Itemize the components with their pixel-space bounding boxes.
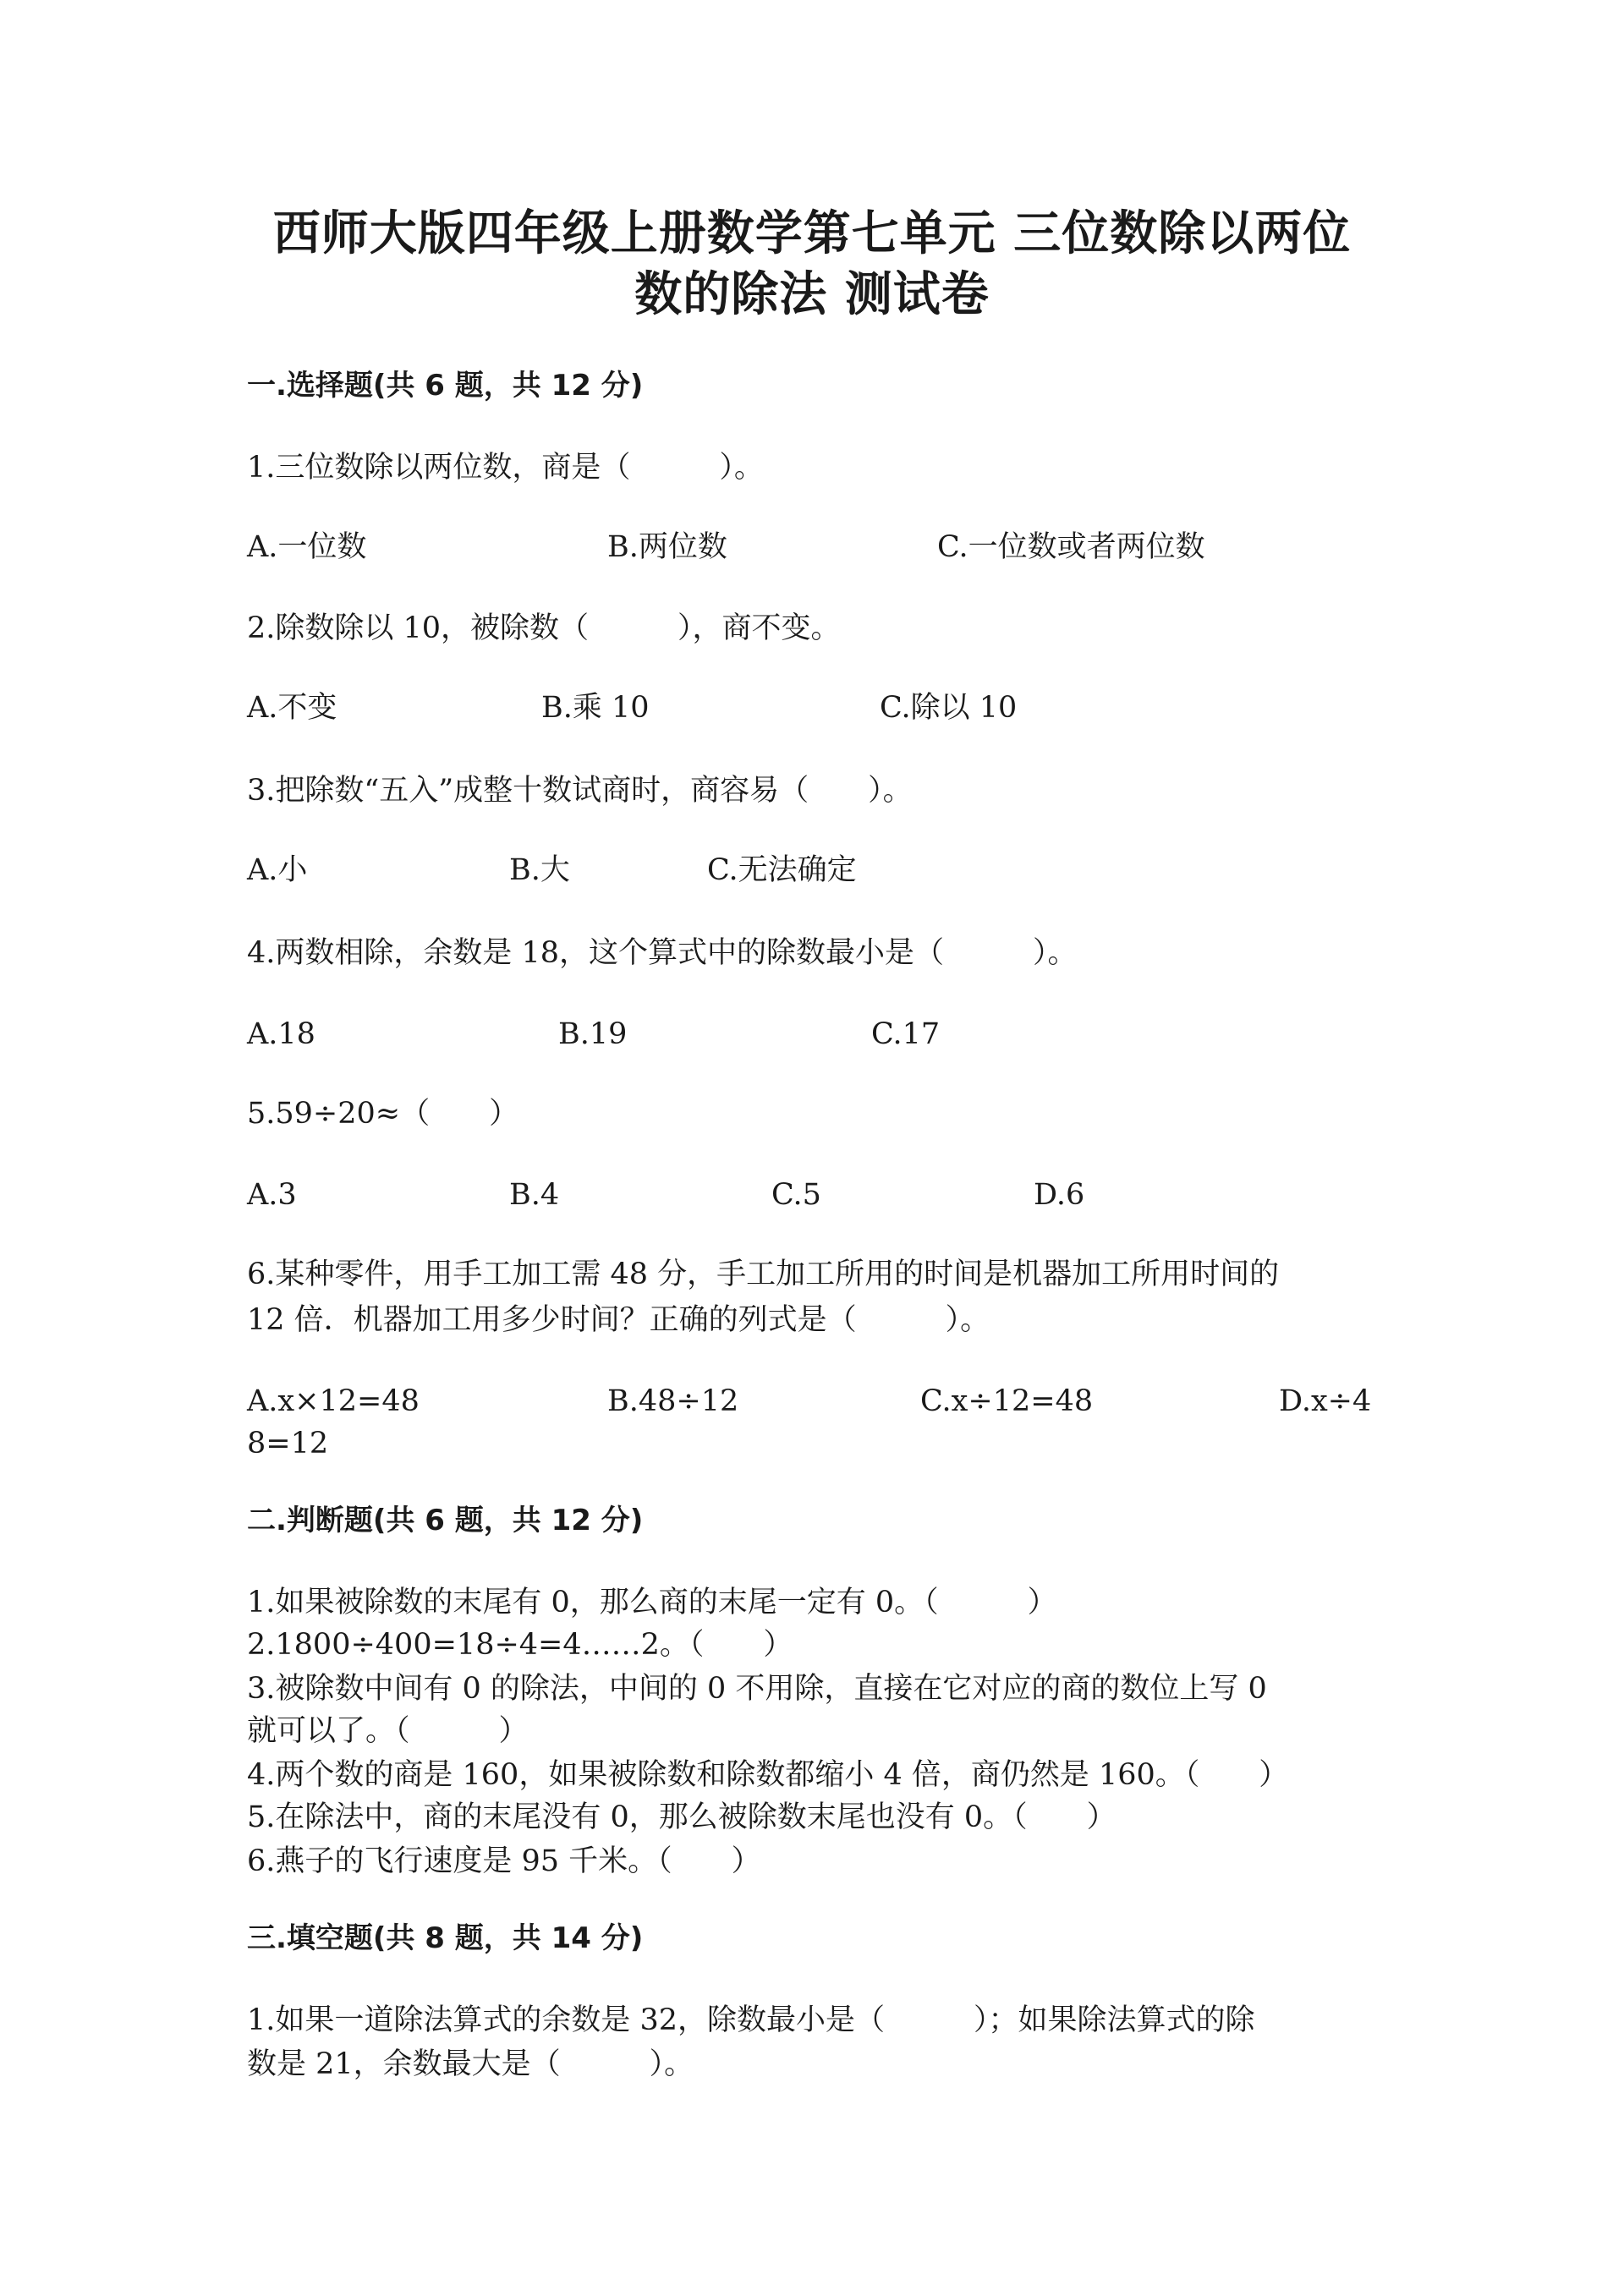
- choice-question-6-line-1: 6.某种零件，用手工加工需 48 分，手工加工所用的时间是机器加工所用时间的: [247, 1258, 1280, 1291]
- choice-q2-option-b: B.乘 10: [541, 691, 650, 725]
- choice-question-6-line-2: 12 倍．机器加工用多少时间？正确的列式是（ ）。: [247, 1303, 990, 1337]
- choice-q6-option-a: A.x×12=48: [247, 1384, 420, 1418]
- choice-q1-option-a: A.一位数: [247, 530, 367, 564]
- section-heading-fill: 三.填空题(共 8 题，共 14 分): [247, 1921, 644, 1955]
- choice-q4-option-c: C.17: [871, 1017, 941, 1051]
- judge-question-1: 1.如果被除数的末尾有 0，那么商的末尾一定有 0。（ ）: [247, 1586, 1057, 1619]
- judge-question-2: 2.1800÷400=18÷4=4……2。（ ）: [247, 1628, 793, 1662]
- choice-q4-option-b: B.19: [558, 1017, 628, 1051]
- choice-q3-option-a: A.小: [247, 853, 308, 887]
- judge-question-3-line-1: 3.被除数中间有 0 的除法，中间的 0 不用除，直接在它对应的商的数位上写 0: [247, 1672, 1267, 1706]
- judge-question-6: 6.燕子的飞行速度是 95 千米。（ ）: [247, 1844, 761, 1878]
- choice-q3-option-c: C.无法确定: [707, 853, 857, 887]
- document-title-line-2: 数的除法 测试卷: [634, 266, 990, 322]
- choice-q3-option-b: B.大: [509, 853, 570, 887]
- choice-q4-option-a: A.18: [247, 1017, 315, 1051]
- document-title-line-1: 西师大版四年级上册数学第七单元 三位数除以两位: [272, 205, 1352, 261]
- choice-q6-option-c: C.x÷12=48: [920, 1384, 1094, 1418]
- judge-question-3-line-2: 就可以了。（ ）: [247, 1714, 529, 1748]
- judge-question-5: 5.在除法中，商的末尾没有 0，那么被除数末尾也没有 0。（ ）: [247, 1800, 1116, 1834]
- choice-q5-option-c: C.5: [771, 1178, 821, 1212]
- choice-q1-option-b: B.两位数: [607, 530, 727, 564]
- choice-question-5: 5.59÷20≈（ ）: [247, 1097, 519, 1131]
- choice-question-3: 3.把除数“五入”成整十数试商时，商容易（ ）。: [247, 774, 913, 808]
- choice-question-4: 4.两数相除，余数是 18，这个算式中的除数最小是（ ）。: [247, 936, 1078, 970]
- choice-q5-option-d: D.6: [1034, 1178, 1085, 1212]
- fill-question-1-line-2: 数是 21，余数最大是（ ）。: [247, 2047, 694, 2081]
- choice-q2-option-c: C.除以 10: [880, 691, 1018, 725]
- choice-q5-option-a: A.3: [247, 1178, 297, 1212]
- section-heading-judge: 二.判断题(共 6 题，共 12 分): [247, 1504, 644, 1537]
- choice-q5-option-b: B.4: [509, 1178, 560, 1212]
- choice-q6-option-b: B.48÷12: [607, 1384, 739, 1418]
- choice-q2-option-a: A.不变: [247, 691, 337, 725]
- judge-question-4: 4.两个数的商是 160，如果被除数和除数都缩小 4 倍，商仍然是 160。（ ）: [247, 1758, 1289, 1792]
- choice-q6-option-d-continued: 8=12: [247, 1427, 329, 1460]
- choice-question-2: 2.除数除以 10，被除数（ ），商不变。: [247, 611, 841, 645]
- choice-question-1: 1.三位数除以两位数，商是（ ）。: [247, 451, 764, 485]
- section-heading-choice: 一.选择题(共 6 题，共 12 分): [247, 369, 644, 403]
- fill-question-1-line-1: 1.如果一道除法算式的余数是 32，除数最小是（ ）；如果除法算式的除: [247, 2003, 1255, 2037]
- choice-q1-option-c: C.一位数或者两位数: [937, 530, 1205, 564]
- choice-q6-option-d: D.x÷4: [1279, 1384, 1372, 1418]
